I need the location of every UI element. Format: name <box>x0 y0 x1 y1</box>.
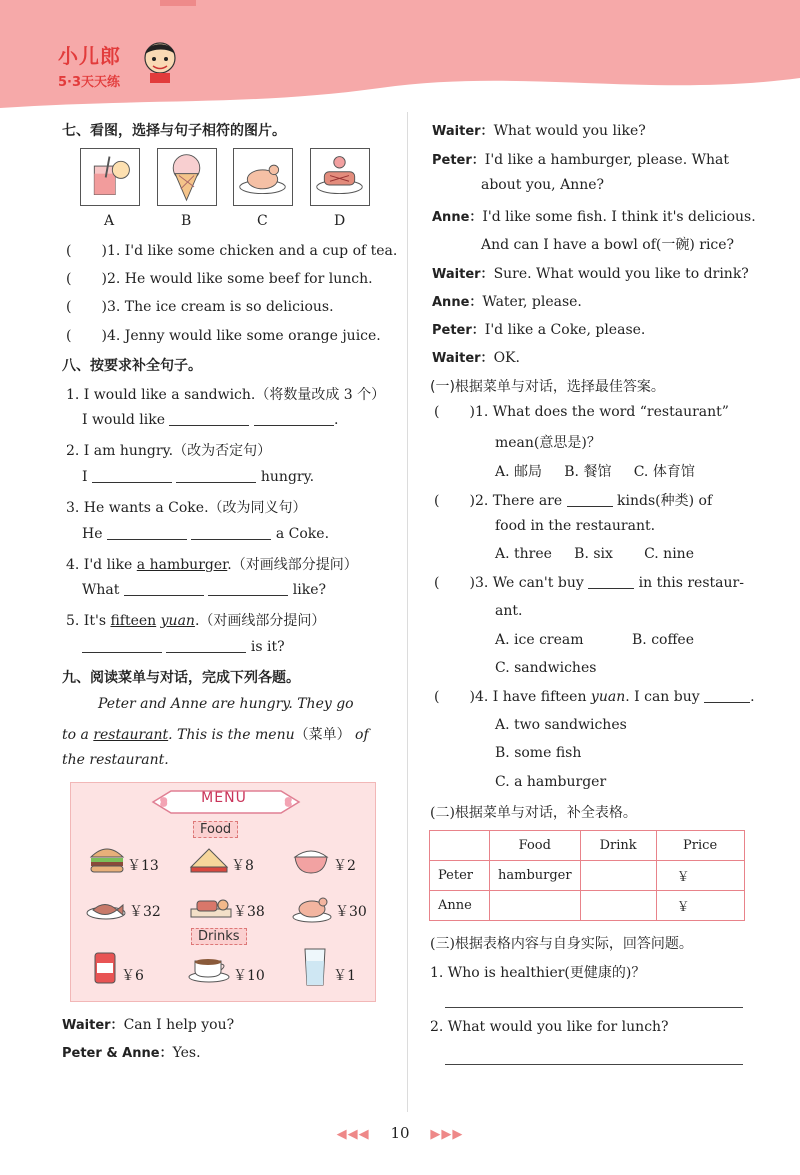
menu-drinks-tag: Drinks <box>191 928 247 945</box>
part1-title: (一)根据菜单与对话，选择最佳答案。 <box>430 379 665 395</box>
dialogue-right-3b: And can I have a bowl of(一碗) rice? <box>481 237 735 253</box>
dialogue-right-6: Peter：I'd like a Coke, please. <box>432 322 646 338</box>
price-rice: ￥2 <box>333 858 356 874</box>
sec8-q3-answer: He a Coke. <box>82 526 330 542</box>
pic-b <box>157 148 217 206</box>
table-cell[interactable]: ￥ <box>656 891 744 921</box>
price-water: ￥1 <box>333 968 356 984</box>
section7-title: 七、看图，选择与句子相符的图片。 <box>62 123 286 139</box>
sec8-q2: 2. I am hungry.（改为否定句） <box>66 443 272 459</box>
chicken-icon <box>291 893 333 923</box>
blank[interactable] <box>92 469 172 483</box>
ice-cream-icon <box>158 149 215 204</box>
part1-q2: ( )2. There are kinds(种类) of <box>434 493 713 509</box>
rice-icon <box>291 845 331 875</box>
table-cell[interactable] <box>490 891 581 921</box>
blank[interactable] <box>567 493 613 507</box>
table-header-cell: Drink <box>580 831 656 861</box>
blank[interactable] <box>166 639 246 653</box>
blank[interactable] <box>176 469 256 483</box>
sec7-item-3: ( )3. The ice cream is so delicious. <box>66 299 334 315</box>
table-header-cell <box>430 831 490 861</box>
part2-title: (二)根据菜单与对话，补全表格。 <box>430 805 637 821</box>
table-cell: Anne <box>430 891 490 921</box>
blank[interactable] <box>254 412 334 426</box>
hamburger-icon <box>87 843 127 875</box>
sec8-q2-answer: I hungry. <box>82 469 315 485</box>
blank[interactable] <box>191 526 271 540</box>
mascot-icon <box>140 38 180 84</box>
sec7-item-2: ( )2. He would like some beef for lunch. <box>66 271 373 287</box>
price-sandwich: ￥8 <box>231 858 254 874</box>
dialogue-right-3: Anne：I'd like some fish. I think it's delicious. <box>432 209 756 225</box>
part1-q3-option-c: C. sandwiches <box>495 660 597 676</box>
answer-table <box>429 830 745 921</box>
sec8-q5-answer: is it? <box>82 639 285 655</box>
blank[interactable] <box>588 575 634 589</box>
dialogue-left-1: Waiter：Can I help you? <box>62 1017 235 1033</box>
sec9-intro-2: to a restaurant. This is the menu（菜单） of <box>62 727 369 743</box>
dialogue-right-5: Anne：Water, please. <box>432 294 582 310</box>
brand-logo <box>58 40 121 90</box>
part1-q3-option-b: B. coffee <box>632 632 694 648</box>
part3-title: (三)根据表格内容与自身实际，回答问题。 <box>430 936 693 952</box>
blank[interactable] <box>704 689 750 703</box>
part1-q2b: food in the restaurant. <box>495 518 656 534</box>
brand-series: 5·3天天练 <box>58 75 121 90</box>
dialogue-left-2: Peter & Anne：Yes. <box>62 1045 201 1061</box>
beef-icon <box>311 149 368 204</box>
sec9-intro-1: Peter and Anne are hungry. They go <box>98 696 354 712</box>
answer-line-1[interactable] <box>445 1007 743 1008</box>
beef-icon <box>189 895 233 923</box>
blank[interactable] <box>124 582 204 596</box>
pic-d <box>310 148 370 206</box>
sec8-q5: 5. It's fifteen yuan.（对画线部分提问） <box>66 613 326 629</box>
dialogue-right-7: Waiter：OK. <box>432 350 520 366</box>
part1-q3b: ant. <box>495 603 523 619</box>
sec7-item-4: ( )4. Jenny would like some orange juice. <box>66 328 381 344</box>
table-header-cell: Price <box>656 831 744 861</box>
table-cell[interactable] <box>580 861 656 891</box>
price-coffee: ￥10 <box>233 968 265 984</box>
menu-card <box>70 782 376 1002</box>
part1-q1-options: A. 邮局 B. 餐馆 C. 体育馆 <box>495 464 695 480</box>
pic-label-b: B <box>181 213 192 229</box>
pic-label-c: C <box>257 213 268 229</box>
sec7-item-1: ( )1. I'd like some chicken and a cup of tea. <box>66 243 398 259</box>
blank[interactable] <box>208 582 288 596</box>
part1-q4: ( )4. I have fifteen yuan. I can buy . <box>434 689 755 705</box>
blank[interactable] <box>169 412 249 426</box>
part3-q2: 2. What would you like for lunch? <box>430 1019 669 1035</box>
table-row <box>430 861 745 891</box>
juice-icon <box>81 149 138 204</box>
part1-q3: ( )3. We can't buy in this restaur- <box>434 575 744 591</box>
part1-q1: ( )1. What does the word “restaurant” <box>434 404 729 420</box>
sec8-q1: 1. I would like a sandwich.（将数量改成 3 个） <box>66 387 386 403</box>
table-cell: hamburger <box>490 861 581 891</box>
table-header-row <box>430 831 745 861</box>
next-arrows-icon: ▶▶▶ <box>430 1127 464 1142</box>
coke-icon <box>93 949 117 985</box>
sec8-q4: 4. I'd like a hamburger.（对画线部分提问） <box>66 557 358 573</box>
table-row <box>430 891 745 921</box>
part1-q3-option-a: A. ice cream <box>495 632 584 648</box>
price-beef: ￥38 <box>233 904 265 920</box>
fish-icon <box>85 895 127 923</box>
section8-title: 八、按要求补全句子。 <box>62 358 202 374</box>
answer-line-2[interactable] <box>445 1064 743 1065</box>
part1-q4-option-a: A. two sandwiches <box>495 717 627 733</box>
dialogue-right-2: Peter：I'd like a hamburger, please. What <box>432 152 729 168</box>
sec8-q1-answer: I would like . <box>82 412 339 428</box>
menu-title: MENU <box>201 790 247 806</box>
pic-label-a: A <box>104 213 115 229</box>
price-coke: ￥6 <box>121 968 144 984</box>
chicken-icon <box>234 149 291 204</box>
sec8-q4-answer: What like? <box>82 582 326 598</box>
price-chicken: ￥30 <box>335 904 367 920</box>
page-number: 10 <box>390 1124 410 1142</box>
part1-q1b: mean(意思是)？ <box>495 435 601 451</box>
part1-q4-option-b: B. some fish <box>495 745 582 761</box>
table-header-cell: Food <box>490 831 581 861</box>
menu-food-tag: Food <box>193 821 238 838</box>
price-fish: ￥32 <box>129 904 161 920</box>
table-cell: Peter <box>430 861 490 891</box>
pic-c <box>233 148 293 206</box>
table-cell[interactable] <box>580 891 656 921</box>
dialogue-right-2b: about you, Anne? <box>481 177 605 193</box>
pic-a <box>80 148 140 206</box>
column-divider <box>407 112 408 1112</box>
part1-q4-option-c: C. a hamburger <box>495 774 607 790</box>
sec8-q3: 3. He wants a Coke.（改为同义句） <box>66 500 307 516</box>
dialogue-right-1: Waiter：What would you like? <box>432 123 646 139</box>
prev-arrows-icon: ◀◀◀ <box>336 1127 370 1142</box>
dialogue-right-4: Waiter：Sure. What would you like to drink? <box>432 266 749 282</box>
price-hamburger: ￥13 <box>127 858 159 874</box>
blank[interactable] <box>82 639 162 653</box>
blank[interactable] <box>107 526 187 540</box>
sec9-intro-3: the restaurant. <box>62 752 169 768</box>
section9-title: 九、阅读菜单与对话，完成下列各题。 <box>62 670 300 686</box>
page-footer <box>0 1124 800 1142</box>
part1-q2-options: A. three B. six C. nine <box>495 546 694 562</box>
coffee-icon <box>187 953 231 983</box>
sandwich-icon <box>189 845 229 875</box>
brand-title: 小儿郎 <box>58 44 121 68</box>
part3-q1: 1. Who is healthier(更健康的)？ <box>430 965 646 981</box>
table-cell[interactable]: ￥ <box>656 861 744 891</box>
pic-label-d: D <box>334 213 346 229</box>
water-icon <box>303 947 327 987</box>
